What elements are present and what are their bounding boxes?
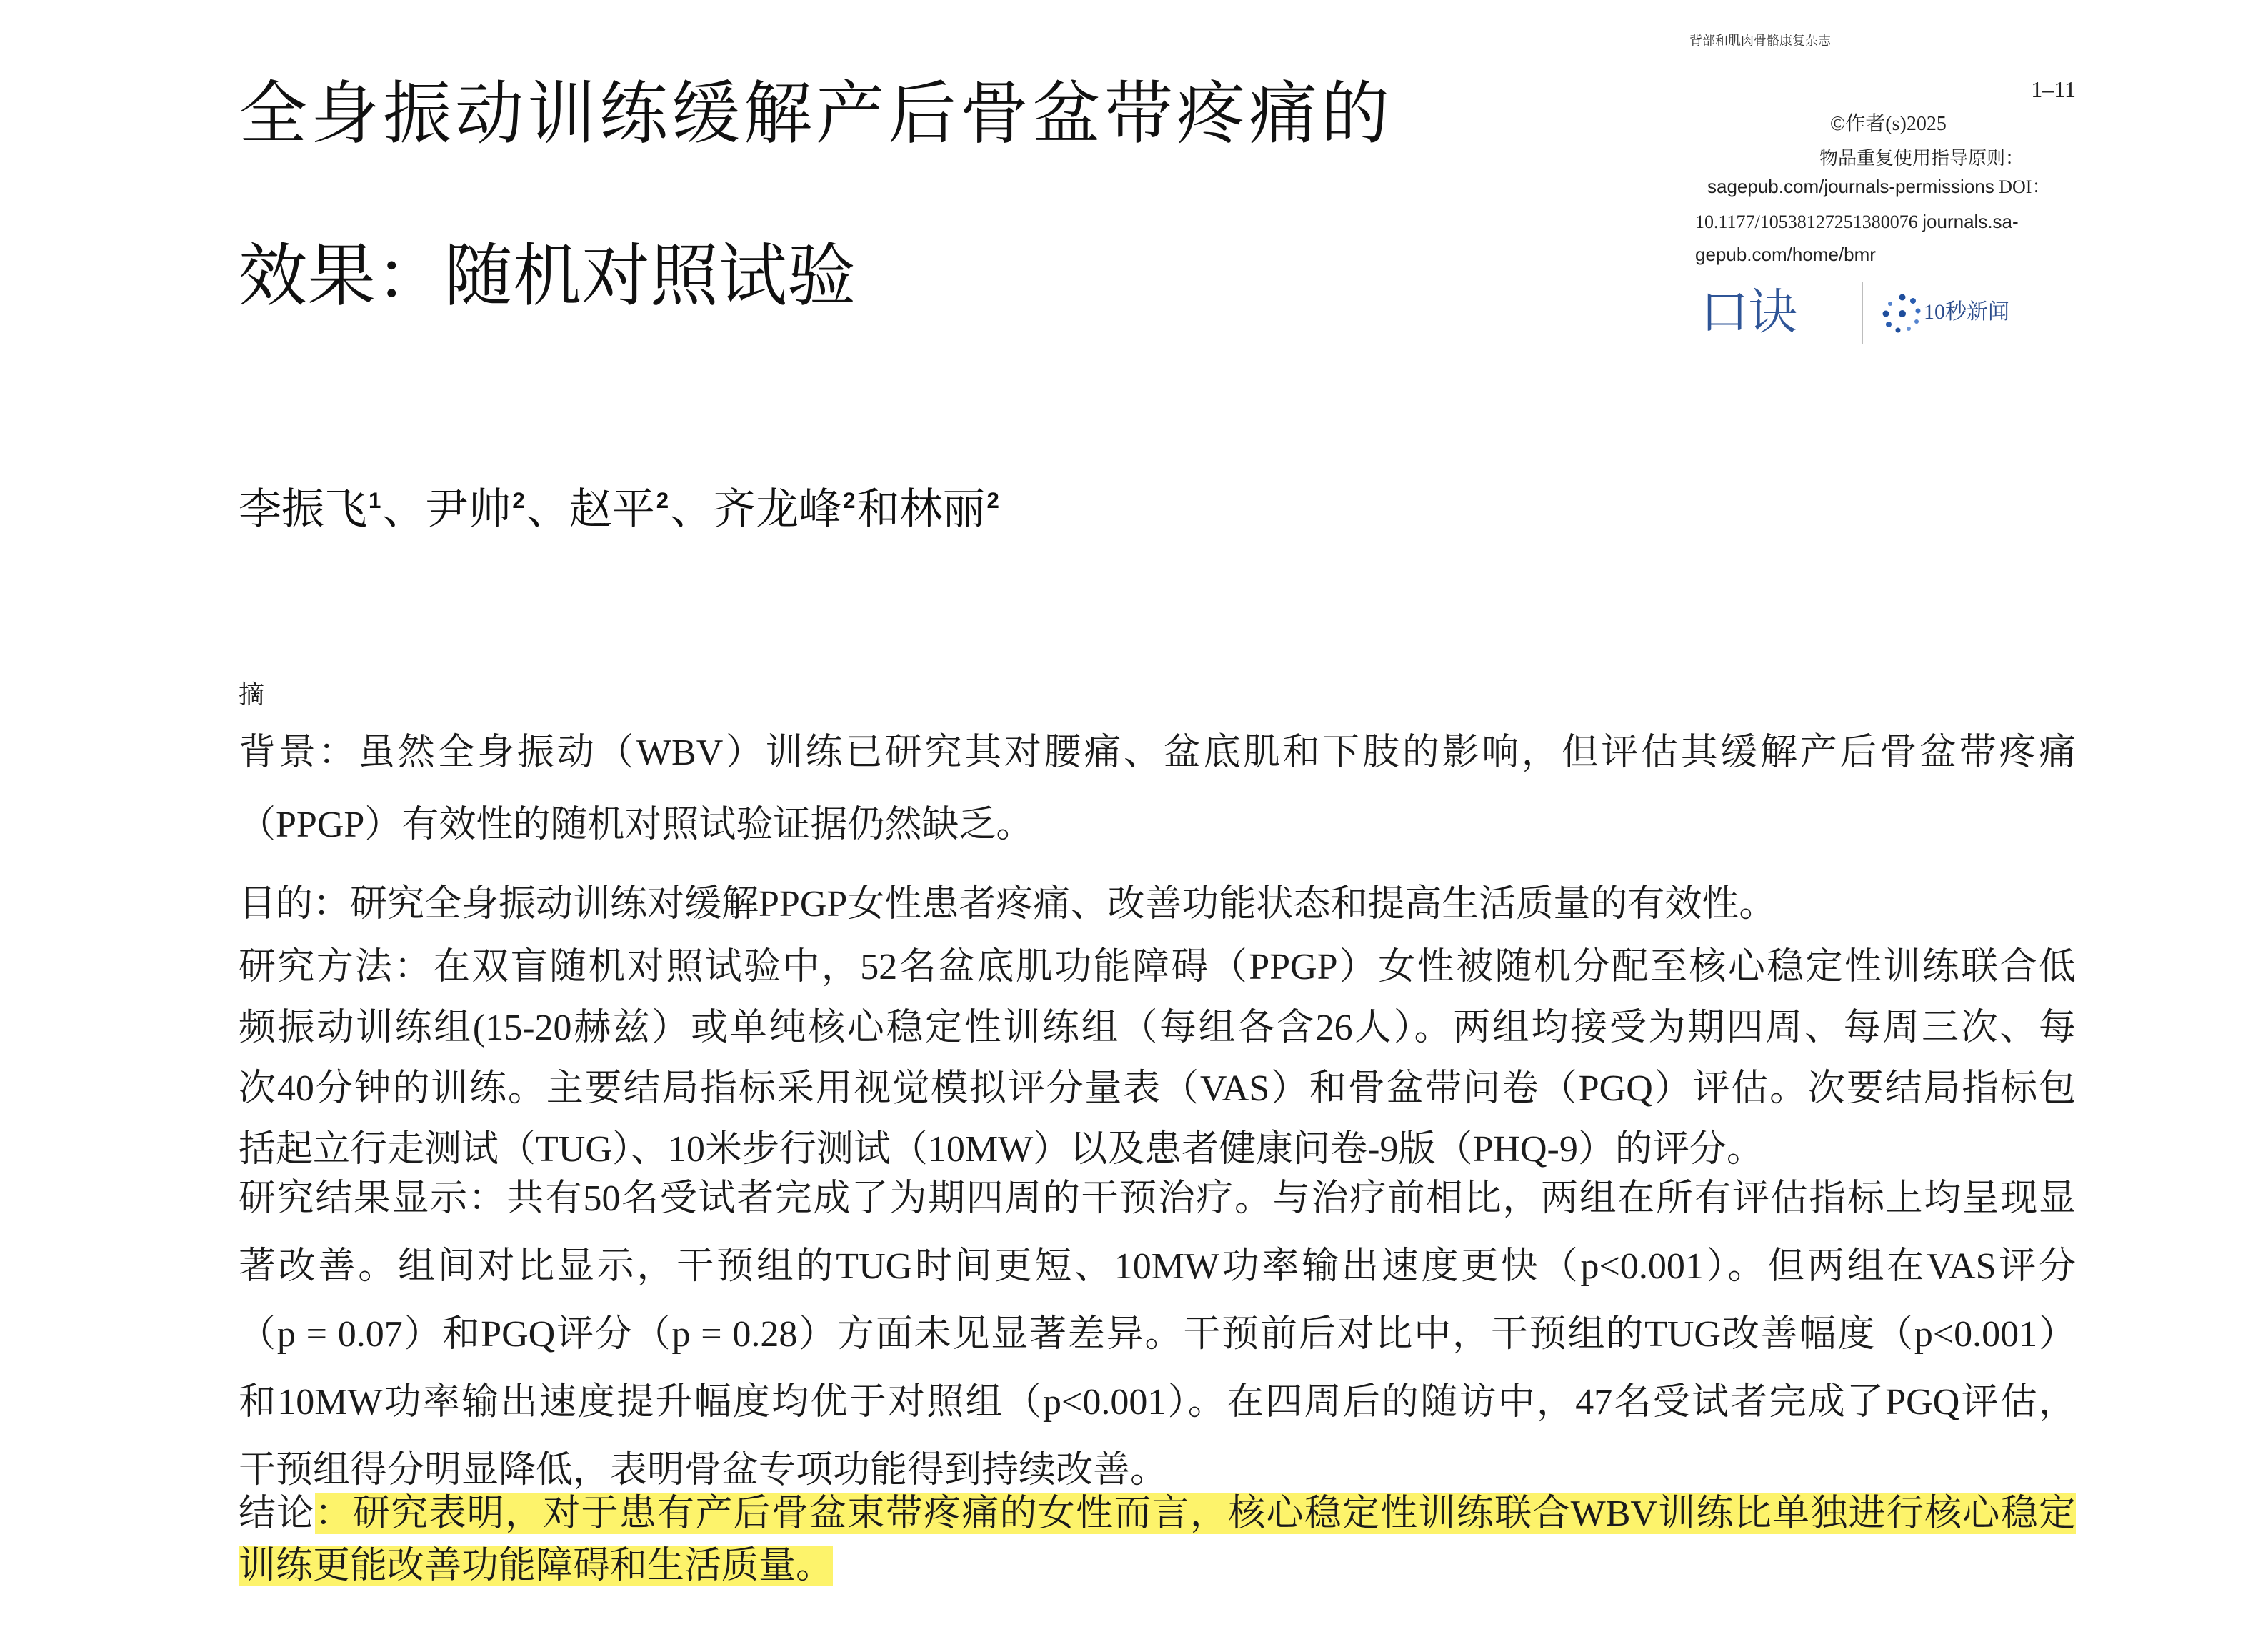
- author-name: 尹帅: [425, 486, 511, 533]
- author-list: [239, 484, 1001, 535]
- copyright: ©作者(s)2025: [1830, 113, 1947, 135]
- abstract-heading: 摘: [239, 680, 265, 709]
- section-label: 结论: [239, 1493, 315, 1534]
- line-text: 在双盲随机对照试验中，52名盆底肌功能障碍（PPGP）女性被随机分配至核心稳定性训练联合低: [432, 947, 2076, 987]
- affiliation-mark: 2: [843, 488, 856, 514]
- article-title-line-1: 全身振动训练缓解产后骨盆带疼痛的: [239, 76, 1393, 152]
- author-separator: 、: [382, 486, 426, 533]
- section-label: 研究方法：: [239, 947, 433, 987]
- highlighted-text: ：研究表明，对于患有产后骨盆束带疼痛的女性而言，核心稳定性训练联合WBV训练比单独进行核心稳定: [314, 1493, 2076, 1534]
- dots-swirl-icon: [1882, 293, 1923, 334]
- doi-link[interactable]: 10.1177/10538127251380076: [1695, 212, 1918, 232]
- section-label: 背景：: [239, 732, 359, 773]
- author-separator: 、: [670, 486, 714, 533]
- abstract-line: [239, 937, 2076, 997]
- author-name: 李振飞: [239, 486, 367, 533]
- abstract-line: 频振动训练组(15-20赫兹）或单纯核心稳定性训练组（每组各含26人）。两组均接受为期四周、每周三次、每: [239, 1007, 2076, 1048]
- affiliation-mark: 2: [512, 488, 525, 514]
- abstract-line: [239, 1488, 2076, 1540]
- affiliation-mark: 1: [369, 488, 381, 514]
- logo-text: 口诀: [1700, 285, 1798, 339]
- page-range: 1–11: [2031, 76, 2076, 102]
- author-name: 赵平: [569, 486, 655, 533]
- journal-url-line: [1695, 242, 1876, 267]
- permissions-line: [1707, 174, 2050, 199]
- journal-url-part-1[interactable]: journals.sa-: [1922, 211, 2019, 232]
- affiliation-mark: 2: [656, 488, 669, 514]
- article-title-line-2: 效果：随机对照试验: [239, 238, 856, 314]
- section-label: 研究结果显示：: [239, 1178, 507, 1219]
- abstract-line: 和10MW功率输出速度提升幅度均优于对照组（p<0.001）。在四周后的随访中，47名受试者完成了PGQ评估，: [239, 1382, 2076, 1423]
- line-text: 研究全身振动训练对缓解PPGP女性患者疼痛、改善功能状态和提高生活质量的有效性。: [350, 884, 1777, 925]
- author-name: 林丽: [899, 486, 986, 533]
- brand-text: 10秒新闻: [1924, 300, 2009, 324]
- abstract-line: 括起立行走测试（TUG）、10米步行测试（10MW）以及患者健康问卷-9版（PHQ-9）的评分。: [239, 1129, 1764, 1170]
- abstract-line: 次40分钟的训练。主要结局指标采用视觉模拟评分量表（VAS）和骨盆带问卷（PGQ）评估。次要结局指标包: [239, 1068, 2076, 1109]
- highlighted-text: 训练更能改善功能障碍和生活质量。: [239, 1546, 834, 1586]
- abstract-background: [239, 717, 2076, 861]
- abstract-line: [239, 717, 2076, 789]
- journal-url-part-2[interactable]: gepub.com/home/bmr: [1695, 244, 1876, 265]
- abstract-conclusion: [239, 1488, 2076, 1592]
- author-separator: 、: [526, 486, 569, 533]
- abstract-line: [239, 1165, 2076, 1233]
- abstract-line: （PPGP）有效性的随机对照试验证据仍然缺乏。: [239, 805, 1034, 845]
- abstract-line: 著改善。组间对比显示，干预组的TUG时间更短、10MW功率输出速度更快（p<0.001）。但两组在VAS评分: [239, 1246, 2076, 1287]
- doi-label: DOI：: [1999, 176, 2051, 197]
- author-name: 齐龙峰: [713, 486, 842, 533]
- abstract-line: （p = 0.07）和PGQ评分（p = 0.28）方面未见显著差异。干预前后对比中，干预组的TUG改善幅度（p<0.001）: [239, 1314, 2076, 1355]
- abstract-results: [239, 1165, 2076, 1504]
- abstract-line: [239, 872, 2076, 937]
- journal-name: 背部和肌肉骨骼康复杂志: [1689, 34, 1831, 48]
- reuse-guidelines: 物品重复使用指导原则：: [1819, 148, 2024, 169]
- abstract-methods: [239, 937, 2076, 1180]
- abstract-line: 干预组得分明显降低，表明骨盆专项功能得到持续改善。: [239, 1450, 1168, 1491]
- abstract-line: [239, 1540, 2076, 1592]
- doi-line: [1695, 209, 2019, 234]
- line-text: 虽然全身振动（WBV）训练已研究其对腰痛、盆底肌和下肢的影响，但评估其缓解产后骨盆带疼痛: [358, 732, 2076, 773]
- section-label: 目的：: [239, 884, 351, 925]
- line-text: 共有50名受试者完成了为期四周的干预治疗。与治疗前相比，两组在所有评估指标上均呈现显: [506, 1178, 2076, 1219]
- abstract-objective: [239, 872, 2076, 937]
- author-final-separator: 和: [856, 486, 900, 533]
- logo-divider: [1862, 282, 1863, 344]
- affiliation-mark: 2: [986, 488, 999, 514]
- permissions-link[interactable]: sagepub.com/journals-permissions: [1707, 176, 1994, 197]
